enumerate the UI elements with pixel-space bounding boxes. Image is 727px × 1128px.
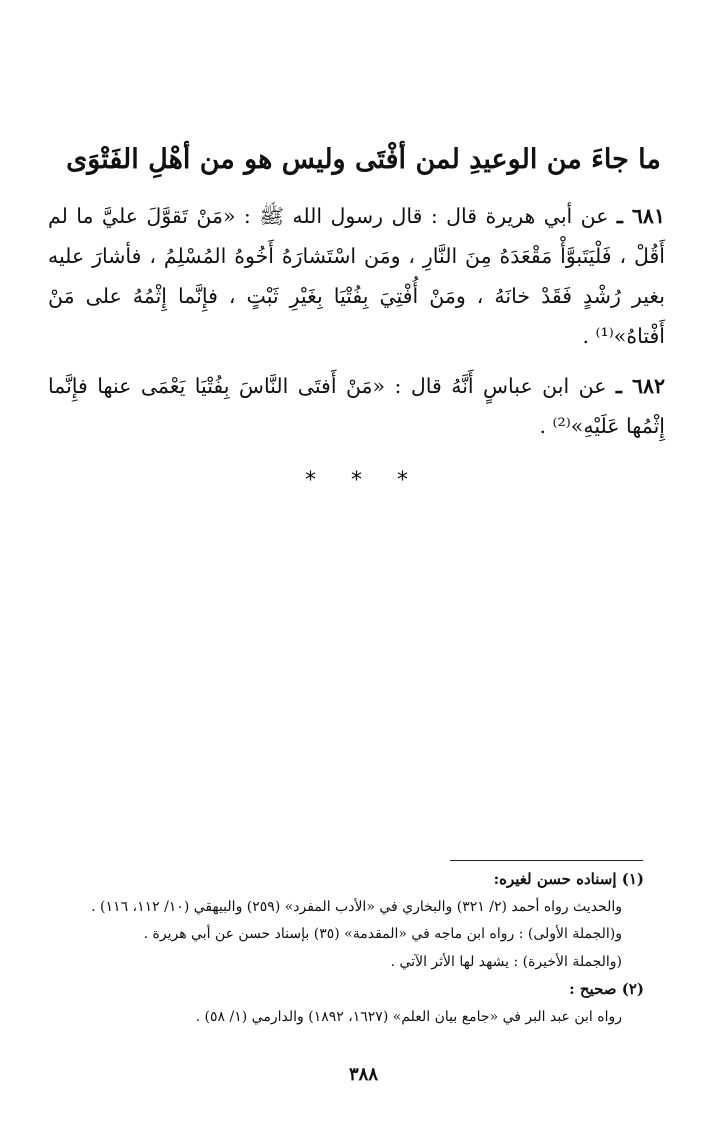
hadith-text: عن أبي هريرة قال : قال رسول الله ﷺ : «مَنْ تَقوَّلَ عليَّ ما لم أَقُلْ ، فَلْيَتَبوَّأْ مَقْعَدَهُ مِنَ النَّارِ ، ومَن اسْتَشارَهُ أَخُوهُ المُسْلِمُ ، فأشارَ عليه بغير رُشْدٍ فَقَدْ خانَهُ ، ومَنْ أُفْتِيَ بِفُتْيَا بِغَيْرِ ثَبْتٍ ، فإِنَّما إِثْمُهُ على مَنْ أَفْتاهُ»⁽¹⁾ . bbox=[48, 204, 665, 348]
hadith-text: عن ابن عباسٍ أَنَّهُ قال : «مَنْ أَفتَى النَّاسَ بِفُتْيَا يَعْمَى عنها فإِنَّما إِثْمُها عَلَيْهِ»⁽²⁾ . bbox=[48, 374, 665, 438]
footnotes bbox=[68, 866, 644, 1031]
footnote-1-line: و(الجملة الأولى) : رواه ابن ماجه في «المقدمة» (٣٥) بإسناد حسن عن أبي هريرة . bbox=[143, 926, 622, 942]
hadith-number: ٦٨٢ ـ bbox=[615, 374, 665, 398]
footnote-divider bbox=[450, 860, 643, 861]
footnote-2-line: رواه ابن عبد البر في «جامع بيان العلم» (١٦٢٧، ١٨٩٢) والدارمي (١/ ٥٨) . bbox=[195, 1008, 622, 1025]
hadith-681 bbox=[48, 196, 665, 356]
page-number: ٣٨٨ bbox=[348, 1064, 378, 1085]
footnote-2-heading: (٢) صحيح : bbox=[569, 980, 644, 998]
hadith-number: ٦٨١ ـ bbox=[616, 204, 665, 228]
hadith-682 bbox=[48, 366, 665, 446]
chapter-title: ما جاءَ من الوعيدِ لمن أفْتَى وليس هو من أهْلِ الفَتْوَى bbox=[66, 144, 661, 175]
footnote-1-heading: (١) إسناده حسن لغيره: bbox=[493, 870, 644, 888]
section-separator: * * * bbox=[305, 468, 422, 493]
footnote-1-line: (والجملة الأخيرة) : يشهد لها الأثر الآتي . bbox=[390, 953, 622, 970]
footnote-1-line: والحديث رواه أحمد (٢/ ٣٢١) والبخاري في «الأدب المفرد» (٢٥٩) والبيهقي (١٠/ ١١٢، ١١٦) . bbox=[91, 898, 622, 915]
